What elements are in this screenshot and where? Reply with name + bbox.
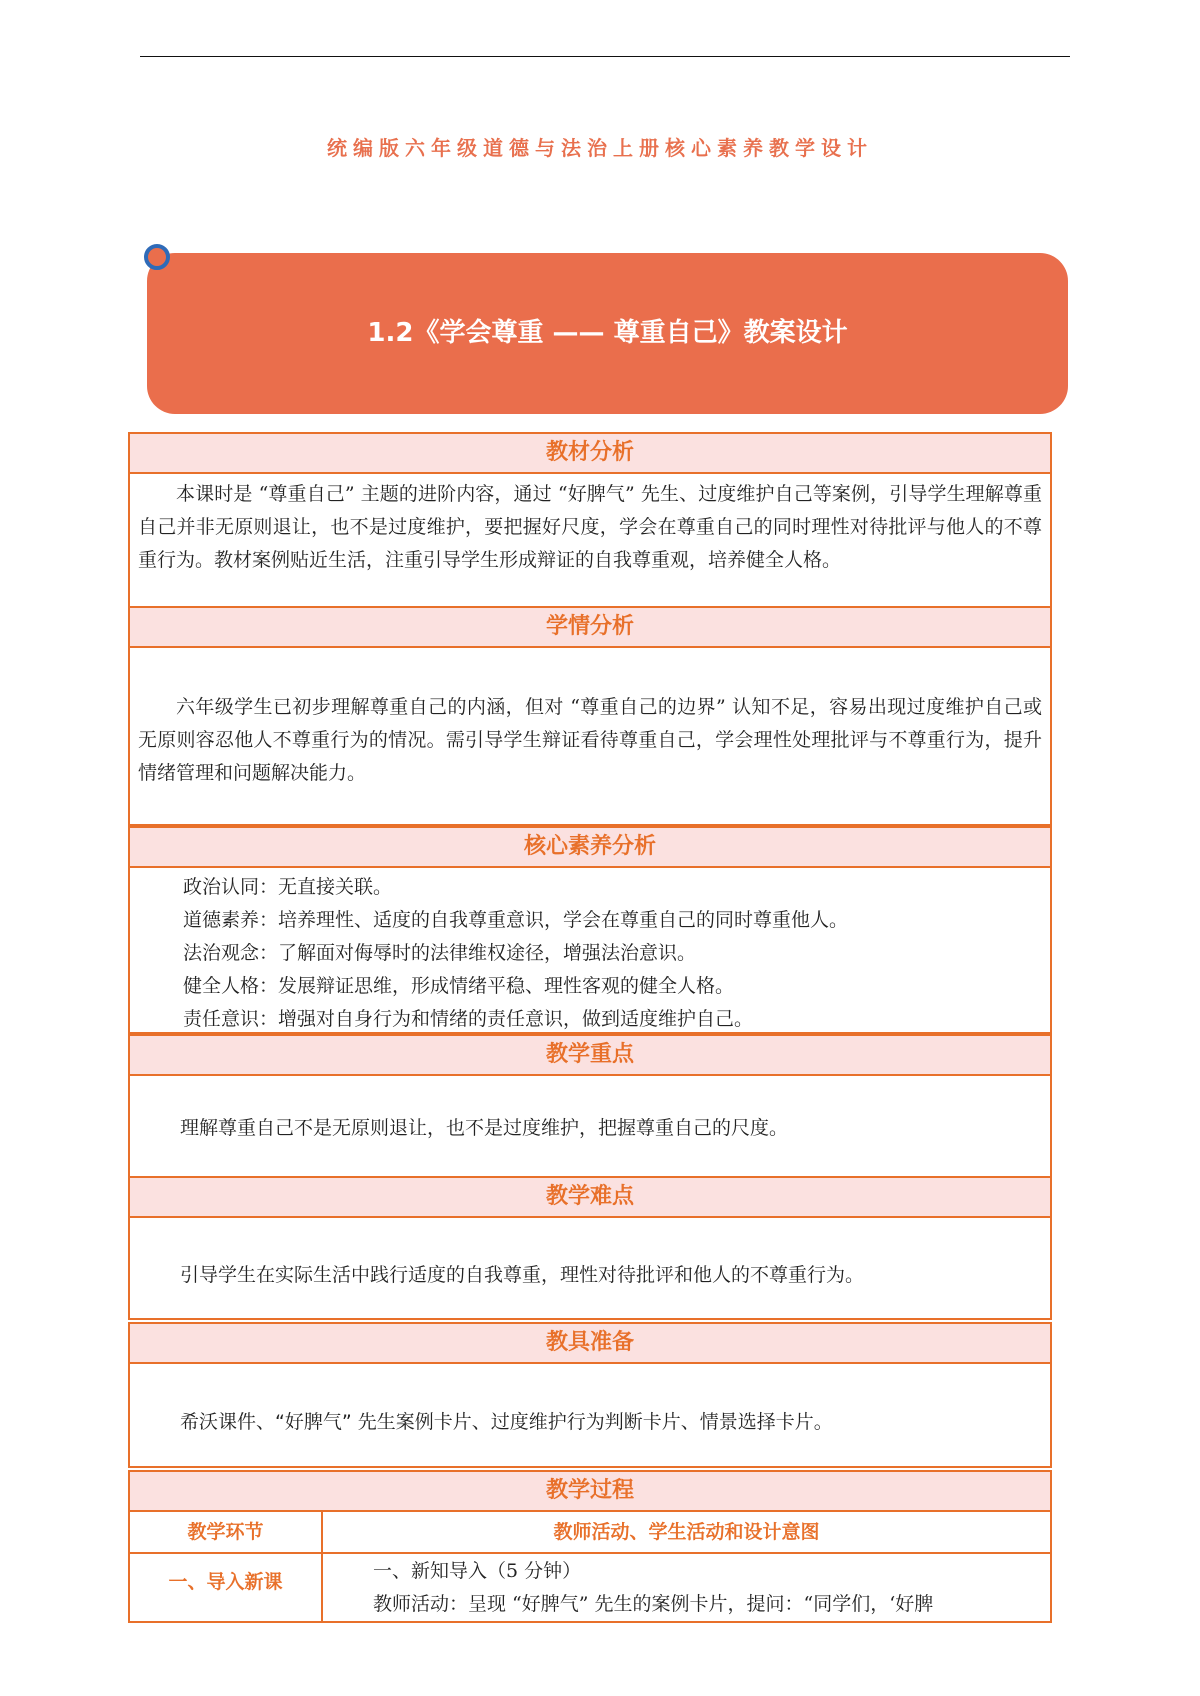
process-activity-line: 一、新知导入（5 分钟）	[373, 1560, 582, 1582]
section-heading-difficulty: 教学难点	[128, 1176, 1052, 1218]
process-col-stage-header: 教学环节	[128, 1510, 323, 1554]
section-heading-students: 学情分析	[128, 606, 1052, 648]
materials-text: 希沃课件、“好脾气” 先生案例卡片、过度维护行为判断卡片、情景选择卡片。	[180, 1411, 833, 1433]
section-heading-key-point: 教学重点	[128, 1034, 1052, 1076]
literacy-item: 责任意识：增强对自身行为和情绪的责任意识，做到适度维护自己。	[183, 1008, 754, 1030]
document-header: 统编版六年级道德与法治上册核心素养教学设计	[327, 136, 873, 160]
header-rule	[140, 56, 1070, 57]
process-col-activity-header: 教师活动、学生活动和设计意图	[321, 1510, 1052, 1554]
literacy-item: 政治认同：无直接关联。	[183, 876, 393, 898]
literacy-item: 法治观念：了解面对侮辱时的法律维权途径，增强法治意识。	[183, 942, 697, 964]
literacy-item: 健全人格：发展辩证思维，形成情绪平稳、理性客观的健全人格。	[183, 975, 735, 997]
section-heading-process: 教学过程	[128, 1470, 1052, 1512]
banner-circle-icon	[144, 244, 170, 270]
section-heading-materials: 教具准备	[128, 1322, 1052, 1364]
process-activity-line: 教师活动：呈现 “好脾气” 先生的案例卡片，提问：“同学们，‘好脾	[373, 1593, 934, 1615]
difficulty-text: 引导学生在实际生活中践行适度的自我尊重，理性对待批评和他人的不尊重行为。	[180, 1264, 865, 1286]
literacy-item: 道德素养：培养理性、适度的自我尊重意识，学会在尊重自己的同时尊重他人。	[183, 909, 849, 931]
process-stage-cell: 一、导入新课	[128, 1552, 323, 1623]
key-point-text: 理解尊重自己不是无原则退让，也不是过度维护，把握尊重自己的尺度。	[180, 1117, 789, 1139]
textbook-analysis-text: 本课时是 “尊重自己” 主题的进阶内容，通过 “好脾气” 先生、过度维护自己等案例，引导学生理解尊重自己并非无原则退让，也不是过度维护，要把握好尺度，学会在尊重自己的同时理性对待批评与他人的不尊重行为。教材案例贴近生活，注重引导学生形成辩证的自我尊重观，培养健全人格。	[138, 483, 1042, 571]
section-heading-textbook: 教材分析	[128, 432, 1052, 474]
lesson-title: 1.2《学会尊重 —— 尊重自己》教案设计	[367, 318, 848, 348]
students-analysis-text: 六年级学生已初步理解尊重自己的内涵，但对 “尊重自己的边界” 认知不足，容易出现过度维护自己或无原则容忍他人不尊重行为的情况。需引导学生辩证看待尊重自己，学会理性处理批评与不尊重行为，提升情绪管理和问题解决能力。	[138, 696, 1042, 784]
section-heading-literacy: 核心素养分析	[128, 826, 1052, 868]
